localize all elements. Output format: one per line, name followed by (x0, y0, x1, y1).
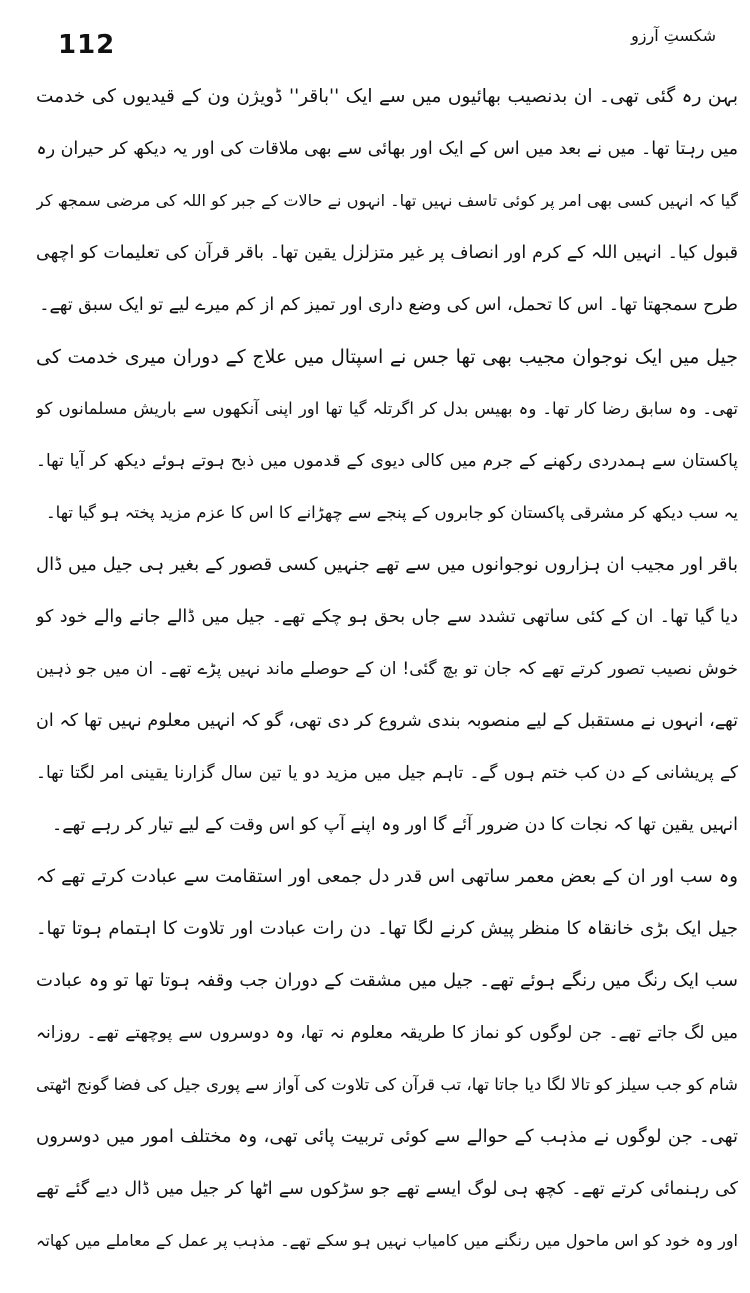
text-line: قبول کیا۔ انہیں اللہ کے کرم اور انصاف پر غیر متزلزل یقین تھا۔ باقر قرآن کی تعلیمات کو اچھی (36, 243, 738, 263)
text-line: یہ سب دیکھ کر مشرقی پاکستان کو جابروں کے پنجے سے چھڑانے کا اس کا عزم مزید پختہ ہو گیا تھا۔ (46, 503, 738, 522)
text-line: جیل میں ایک نوجوان مجیب بھی تھا جس نے اسپتال میں علاج کے دوران میری خدمت کی (36, 346, 738, 368)
text-line: دیا گیا تھا۔ ان کے کئی ساتھی تشدد سے جاں بحق ہو چکے تھے۔ جیل میں ڈالے جانے والے خود کو (36, 607, 738, 627)
text-line: کے پریشانی کے دن کب ختم ہوں گے۔ تاہم جیل میں مزید دو یا تین سال گزارنا یقینی امر لگتا تھا۔ (36, 763, 738, 783)
text-line: باقر اور مجیب ان ہزاروں نوجوانوں میں سے تھے جنہیں کسی قصور کے بغیر ہی جیل میں ڈال (36, 554, 738, 575)
text-line: میں لگ جاتے تھے۔ جن لوگوں کو نماز کا طریقہ معلوم نہ تھا، وہ دوسروں سے پوچھتے تھے۔ روزانہ (36, 1023, 738, 1043)
text-line: خوش نصیب تصور کرتے تھے کہ جان تو بچ گئی! ان کے حوصلے ماند نہیں پڑے تھے۔ ان میں جو ذہین (36, 659, 738, 679)
text-line: کی رہنمائی کرتے تھے۔ کچھ ہی لوگ ایسے تھے جو سڑکوں سے اٹھا کر جیل میں ڈال دیے گئے تھے (36, 1179, 738, 1199)
text-line: تھی۔ وہ سابق رضا کار تھا۔ وہ بھیس بدل کر اگرتلہ گیا تھا اور اپنی آنکھوں سے باریش مسلمانوں کو (36, 399, 738, 418)
text-line: شام کو جب سیلز کو تالا لگا دیا جاتا تھا، تب قرآن کی تلاوت کی آواز سے پوری جیل کی فضا گونج اٹھتی (36, 1075, 738, 1094)
text-line: میں رہتا تھا۔ میں نے بعد میں اس کے ایک اور بھائی سے بھی ملاقات کی اور یہ دیکھ کر حیران رہ (36, 139, 738, 159)
text-line: سب ایک رنگ میں رنگے ہوئے تھے۔ جیل میں مشقت کے دوران جب وقفہ ہوتا تھا تو وہ عبادت (36, 970, 738, 991)
text-line: طرح سمجھتا تھا۔ اس کا تحمل، اس کی وضع داری اور تمیز کم از کم میرے لیے تو ایک سبق تھے۔ (39, 295, 738, 315)
page-number: 112 (58, 30, 116, 60)
text-line: تھی۔ جن لوگوں نے مذہب کے حوالے سے کوئی تربیت پائی تھی، وہ مختلف امور میں دوسروں (36, 1126, 738, 1147)
page-header (24, 26, 726, 66)
text-line: جیل ایک بڑی خانقاہ کا منظر پیش کرنے لگا تھا۔ دن رات عبادت اور تلاوت کا اہتمام ہوتا تھا۔ (36, 918, 738, 939)
text-line: گیا کہ انہیں کسی بھی امر پر کوئی تاسف نہیں تھا۔ انہوں نے حالات کے جبر کو اللہ کی مرضی سمجھ کر (36, 191, 738, 210)
text-line: بہن رہ گئی تھی۔ ان بدنصیب بھائیوں میں سے ایک ''باقر'' ڈویژن ون کے قیدیوں کی خدمت (36, 86, 738, 107)
text-line: پاکستان سے ہمدردی رکھنے کے جرم میں کالی دیوی کے قدموں میں ذبح ہوتے ہوئے دیکھ کر آیا تھا۔ (36, 451, 738, 471)
text-line: تھے، انہوں نے مستقبل کے لیے منصوبہ بندی شروع کر دی تھی، گو کہ انہیں معلوم نہیں تھا کہ ان (36, 711, 738, 731)
page-text-body (36, 76, 738, 1286)
text-line: اور وہ خود کو اس ماحول میں رنگنے میں کامیاب نہیں ہو سکے تھے۔ مذہب پر عمل کے معاملے میں کھاتہ (36, 1231, 738, 1250)
text-line: انہیں یقین تھا کہ نجات کا دن ضرور آئے گا اور وہ اپنے آپ کو اس وقت کے لیے تیار کر رہے تھے۔ (52, 815, 738, 835)
running-title: شکستِ آرزو (631, 26, 716, 45)
text-line: وہ سب اور ان کے بعض معمر ساتھی اس قدر دل جمعی اور استقامت سے عبادت کرتے تھے کہ (36, 866, 738, 887)
